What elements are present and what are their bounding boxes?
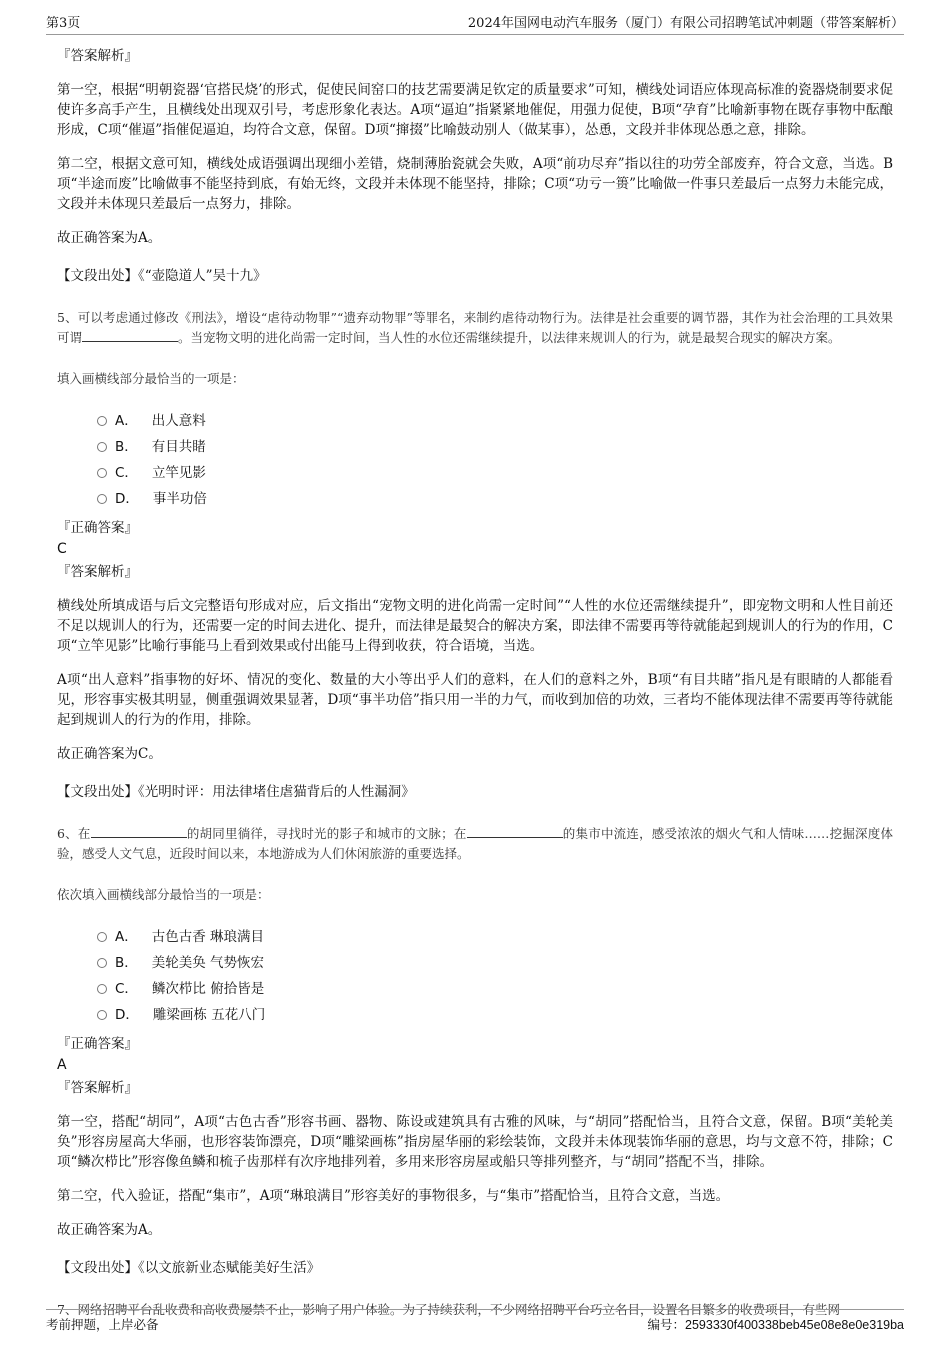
analysis-paragraph: 第一空，搭配“胡同”，A项“古色古香”形容书画、器物、陈设或建筑具有古雅的风味，与“胡同”搭配恰当，且符合文意，保留。B项“美轮美奂”形容房屋高大华丽，也形容装饰漂亮，D项“雕梁画栋”指房屋华丽的彩绘装饰，文段并未体现装饰华丽的意思，均与文意不符，排除；C项“鳞次栉比”形容像鱼鳞和梳子齿那样有次序地排列着，多用来形容房屋或船只等排列整齐，与“胡同”搭配不当，排除。 [57, 1114, 893, 1170]
radio-icon[interactable] [97, 1010, 107, 1020]
fill-blank [82, 328, 178, 342]
content [57, 46, 893, 1320]
option-a[interactable]: A． 出人意料 [97, 408, 893, 434]
correct-answer-label: 『正确答案』 [57, 520, 138, 536]
page-number: 第3页 [46, 16, 81, 31]
option-c[interactable]: C． 鳞次栉比 俯拾皆是 [97, 976, 893, 1002]
answer-analysis-label: 『答案解析』 [57, 564, 138, 580]
source-citation: 【文段出处】《光明时评：用法律堵住虐猫背后的人性漏洞》 [57, 784, 415, 800]
question-7-text: 7、网络招聘平台乱收费和高收费屡禁不止，影响了用户体验。为了持续获利，不少网络招聘平台巧立名目，设置名目繁多的收费项目，有些网 [57, 1302, 840, 1317]
answer-analysis-label: 『答案解析』 [57, 1080, 138, 1096]
fill-blank [91, 824, 187, 838]
page-footer [46, 1309, 904, 1336]
correct-answer-label: 『正确答案』 [57, 1036, 138, 1052]
analysis-paragraph: 第二空，代入验证，搭配“集市”，A项“琳琅满目”形容美好的事物很多，与“集市”搭配恰当，且符合文意，当选。 [57, 1188, 730, 1204]
final-answer: 故正确答案为A。 [57, 230, 162, 246]
question-6-text: 6、在 的胡同里徜徉，寻找时光的影子和城市的文脉；在 的集市中流连，感受浓浓的烟火气和人情味……挖掘深度体验，感受人文气息，近段时间以来，本地游成为人们休闲旅游的重要选择。 [57, 826, 893, 861]
option-d[interactable]: D． 事半功倍 [97, 486, 893, 512]
question-6-options [97, 924, 893, 1028]
radio-icon[interactable] [97, 442, 107, 452]
document-code: 编号：2593330f400338beb45e08e8e0e319ba [647, 1317, 904, 1332]
question-prompt: 填入画横线部分最恰当的一项是： [57, 371, 245, 386]
option-d[interactable]: D． 雕梁画栋 五花八门 [97, 1002, 893, 1028]
option-b[interactable]: B． 有目共睹 [97, 434, 893, 460]
option-b[interactable]: B． 美轮美奂 气势恢宏 [97, 950, 893, 976]
source-citation: 【文段出处】《以文旅新业态赋能美好生活》 [57, 1260, 321, 1276]
fill-blank [467, 824, 563, 838]
analysis-paragraph: A项“出人意料”指事物的好坏、情况的变化、数量的大小等出乎人们的意料，在人们的意料之外，B项“有目共睹”指凡是有眼睛的人都能看见，形容事实极其明显，侧重强调效果显著，D项“事半功倍”指只用一半的力气，而收到加倍的功效，三者均不能体现法律不需要再等待就能起到规训人的行为的作用，排除。 [57, 672, 893, 728]
analysis-paragraph: 横线处所填成语与后文完整语句形成对应，后文指出“宠物文明的进化尚需一定时间”“人性的水位还需继续提升”，即宠物文明和人性目前还不足以规训人的行为，还需要一定的时间去进化、提升，而法律是最契合的解决方案，即法律不需要再等待就能起到规训人的行为的作用，C项“立竿见影”比喻行事能马上看到效果或付出能马上得到收获，符合语境，当选。 [57, 598, 893, 654]
source-citation: 【文段出处】《“壶隐道人”吴十九》 [57, 268, 267, 284]
question-5-options [97, 408, 893, 512]
radio-icon[interactable] [97, 984, 107, 994]
question-5-text: 5、可以考虑通过修改《刑法》，增设“虐待动物罪”“遗弃动物罪”等罪名，来制约虐待动物行为。法律是社会重要的调节器，其作为社会治理的工具效果可谓 。当宠物文明的进化尚需一定时间，当人性的水位还需继续提升，以法律来规训人的行为，就是最契合现实的解决方案。 [57, 310, 893, 345]
document-title: 2024年国网电动汽车服务（厦门）有限公司招聘笔试冲刺题（带答案解析） [467, 16, 904, 31]
analysis-paragraph: 第二空，根据文意可知，横线处成语强调出现细小差错，烧制薄胎瓷就会失败，A项“前功尽弃”指以往的功劳全部废弃，符合文意，当选。B项“半途而废”比喻做事不能坚持到底，有始无终，文段并未体现不能坚持，排除；C项“功亏一篑”比喻做一件事只差最后一点努力未能完成，文段并未体现只差最后一点努力，排除。 [57, 156, 893, 212]
answer-analysis-label: 『答案解析』 [57, 48, 138, 64]
radio-icon[interactable] [97, 958, 107, 968]
correct-answer: A [57, 1057, 67, 1073]
option-c[interactable]: C． 立竿见影 [97, 460, 893, 486]
radio-icon[interactable] [97, 932, 107, 942]
final-answer: 故正确答案为C。 [57, 746, 162, 762]
question-prompt: 依次填入画横线部分最恰当的一项是： [57, 887, 270, 902]
analysis-paragraph: 第一空，根据“明朝瓷器‘官搭民烧’的形式，促使民间窑口的技艺需要满足钦定的质量要求”可知，横线处词语应体现高标准的瓷器烧制要求促使许多高手产生，且横线处出现双引号，考虑形象化表达。A项“逼迫”指紧紧地催促，用强力促使，B项“孕育”比喻新事物在既存事物中酝酿形成，C项“催逼”指催促逼迫，均符合文意，保留。D项“撺掇”比喻鼓动别人（做某事），怂恿，文段并非体现怂恿之意，排除。 [57, 82, 893, 138]
option-a[interactable]: A． 古色古香 琳琅满目 [97, 924, 893, 950]
final-answer: 故正确答案为A。 [57, 1222, 162, 1238]
radio-icon[interactable] [97, 494, 107, 504]
radio-icon[interactable] [97, 468, 107, 478]
footer-slogan: 考前押题，上岸必备 [46, 1317, 159, 1332]
page-header [46, 12, 904, 35]
correct-answer: C [57, 541, 67, 557]
radio-icon[interactable] [97, 416, 107, 426]
